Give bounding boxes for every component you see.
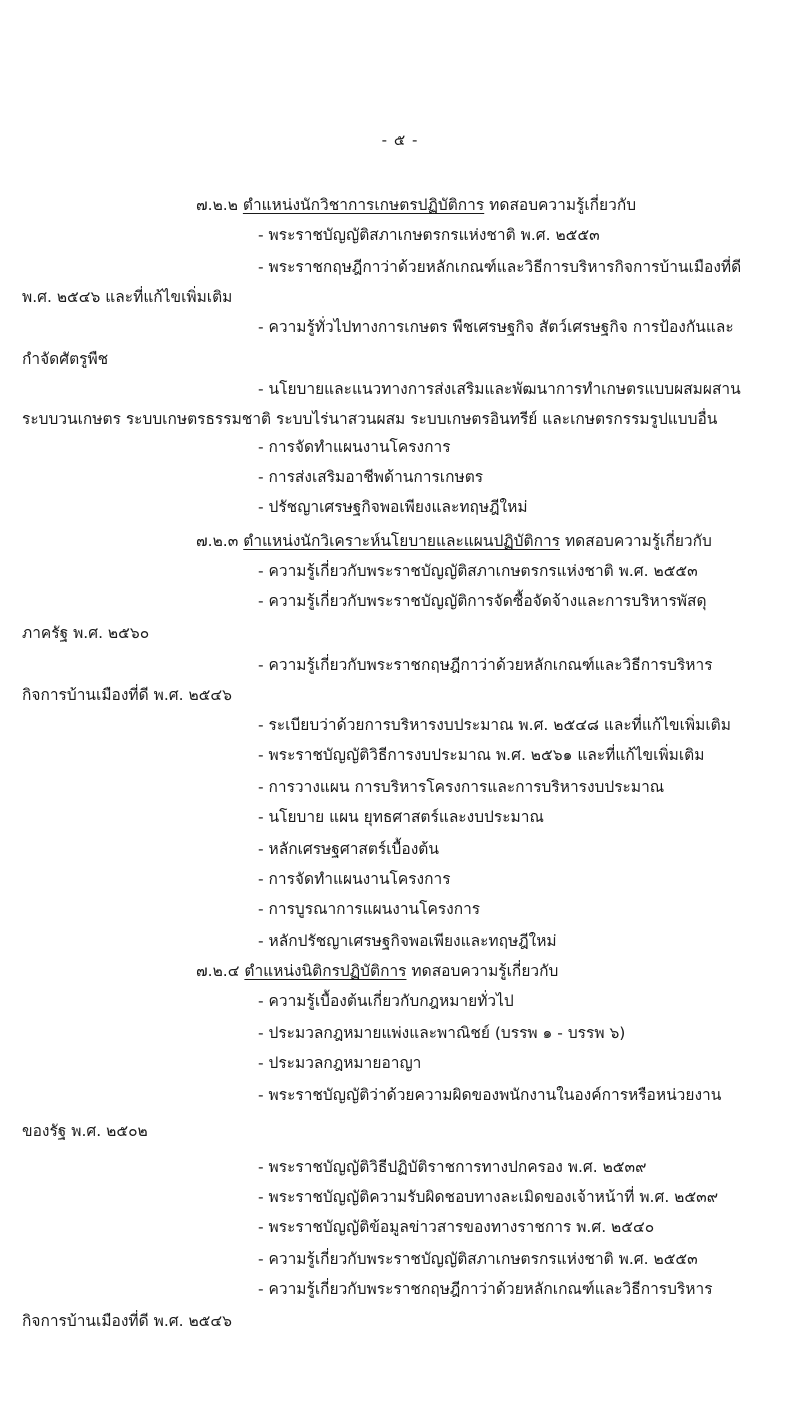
list-item: - ความรู้ทั่วไปทางการเกษตร พืชเศรษฐกิจ สัตว์เศรษฐกิจ การป้องกันและ [258,318,734,336]
list-item: - การส่งเสริมอาชีพด้านการเกษตร [258,468,484,486]
list-item: - นโยบายและแนวทางการส่งเสริมและพัฒนาการทำเกษตรแบบผสมผสาน [258,380,741,398]
list-item: - การวางแผน การบริหารโครงการและการบริหารงบประมาณ [258,778,665,796]
section-heading [196,526,712,556]
list-item: - พระราชบัญญัติวิธีปฏิบัติราชการทางปกครอง พ.ศ. ๒๕๓๙ [258,1158,647,1176]
list-item: - การจัดทำแผนงานโครงการ [258,438,451,456]
list-item: - ปรัชญาเศรษฐกิจพอเพียงและทฤษฎีใหม่ [258,498,528,516]
list-item: - ความรู้เกี่ยวกับพระราชบัญญัติการจัดซื้อจัดจ้างและการบริหารพัสดุ [258,592,707,610]
section-number: ๗.๒.๔ [196,962,240,980]
list-item: - หลักเศรษฐศาสตร์เบื้องต้น [258,840,439,858]
list-item: - ระเบียบว่าด้วยการบริหารงบประมาณ พ.ศ. ๒๕๔๘ และที่แก้ไขเพิ่มเติม [258,716,731,734]
section-number: ๗.๒.๒ [196,196,238,214]
section-heading [196,956,558,986]
list-item: - พระราชกฤษฎีกาว่าด้วยหลักเกณฑ์และวิธีการบริหารกิจการบ้านเมืองที่ดี [258,258,742,276]
list-item: - ความรู้เกี่ยวกับพระราชกฤษฎีกาว่าด้วยหลักเกณฑ์และวิธีการบริหาร [258,656,713,674]
list-item: - ประมวลกฎหมายอาญา [258,1054,422,1072]
list-item-continuation: กิจการบ้านเมืองที่ดี พ.ศ. ๒๕๔๖ [22,1312,232,1330]
list-item: - ความรู้เกี่ยวกับพระราชบัญญัติสภาเกษตรกรแห่งชาติ พ.ศ. ๒๕๕๓ [258,562,698,580]
list-item: - ความรู้เกี่ยวกับพระราชบัญญัติสภาเกษตรกรแห่งชาติ พ.ศ. ๒๕๕๓ [258,1250,698,1268]
list-item-continuation: พ.ศ. ๒๕๔๖ และที่แก้ไขเพิ่มเติม [22,288,233,306]
list-item-continuation: กำจัดศัตรูพืช [22,350,109,368]
section-heading [196,190,636,220]
list-item: - นโยบาย แผน ยุทธศาสตร์และงบประมาณ [258,808,544,826]
list-item: - การจัดทำแผนงานโครงการ [258,870,451,888]
list-item: - ความรู้เบื้องต้นเกี่ยวกับกฎหมายทั่วไป [258,992,514,1010]
list-item: - ประมวลกฎหมายแพ่งและพาณิชย์ (บรรพ ๑ - บรรพ ๖) [258,1024,626,1042]
section-title: ตำแหน่งนักวิชาการเกษตรปฏิบัติการ [242,196,485,214]
section-suffix: ทดสอบความรู้เกี่ยวกับ [564,532,712,550]
section-title: ตำแหน่งนิติกรปฏิบัติการ [244,962,407,980]
list-item: - พระราชบัญญัติข้อมูลข่าวสารของทางราชการ พ.ศ. ๒๕๔๐ [258,1218,655,1236]
list-item: - พระราชบัญญัติวิธีการงบประมาณ พ.ศ. ๒๕๖๑ และที่แก้ไขเพิ่มเติม [258,746,705,764]
list-item-continuation: ภาครัฐ พ.ศ. ๒๕๖๐ [22,624,150,642]
list-item-continuation: ระบบวนเกษตร ระบบเกษตรธรรมชาติ ระบบไร่นาสวนผสม ระบบเกษตรอินทรีย์ และเกษตรกรรมรูปแบบอื่น [22,410,718,428]
section-number: ๗.๒.๓ [196,532,239,550]
list-item: - การบูรณาการแผนงานโครงการ [258,900,481,918]
list-item-continuation: ของรัฐ พ.ศ. ๒๕๐๒ [22,1122,148,1140]
section-suffix: ทดสอบความรู้เกี่ยวกับ [411,962,559,980]
list-item: - พระราชบัญญัติความรับผิดชอบทางละเมิดของเจ้าหน้าที่ พ.ศ. ๒๕๓๙ [258,1188,719,1206]
list-item: - หลักปรัชญาเศรษฐกิจพอเพียงและทฤษฎีใหม่ [258,932,557,950]
section-title: ตำแหน่งนักวิเคราะห์นโยบายและแผนปฏิบัติการ [243,532,561,550]
list-item: - พระราชบัญญัติว่าด้วยความผิดของพนักงานในองค์การหรือหน่วยงาน [258,1086,722,1104]
list-item: - ความรู้เกี่ยวกับพระราชกฤษฎีกาว่าด้วยหลักเกณฑ์และวิธีการบริหาร [258,1280,713,1298]
section-suffix: ทดสอบความรู้เกี่ยวกับ [489,196,637,214]
list-item: - พระราชบัญญัติสภาเกษตรกรแห่งชาติ พ.ศ. ๒๕๕๓ [258,226,600,244]
page-number: - ๕ - [381,131,419,149]
list-item-continuation: กิจการบ้านเมืองที่ดี พ.ศ. ๒๕๔๖ [22,686,232,704]
